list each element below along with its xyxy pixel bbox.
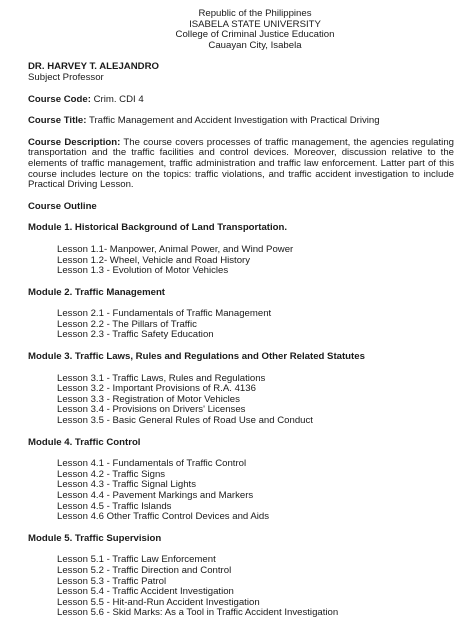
lesson-list — [28, 555, 462, 619]
lesson-item: Lesson 5.4 - Traffic Accident Investigation — [57, 586, 234, 598]
module-title: Module 5. Traffic Supervision — [28, 532, 162, 544]
module-list — [28, 223, 462, 619]
lesson-item: Lesson 5.6 - Skid Marks: As a Tool in Traffic Accident Investigation — [57, 607, 339, 619]
document-header — [28, 9, 462, 51]
module-title: Module 4. Traffic Control — [28, 436, 141, 448]
lesson-item: Lesson 4.3 - Traffic Signal Lights — [57, 479, 197, 491]
lesson-item: Lesson 5.1 - Traffic Law Enforcement — [57, 554, 216, 566]
lesson-list — [28, 374, 462, 427]
lesson-list — [28, 459, 462, 523]
lesson-list — [28, 245, 462, 277]
course-code-value: Crim. CDI 4 — [93, 93, 144, 105]
lesson-item: Lesson 1.3 - Evolution of Motor Vehicles — [57, 265, 229, 277]
lesson-item: Lesson 5.5 - Hit-and-Run Accident Investigation — [57, 596, 260, 608]
lesson-item: Lesson 3.2 - Important Provisions of R.A. 4136 — [57, 383, 256, 395]
lesson-item: Lesson 5.3 - Traffic Patrol — [57, 575, 167, 587]
lesson-item: Lesson 2.1 - Fundamentals of Traffic Management — [57, 308, 272, 320]
lesson-item: Lesson 4.4 - Pavement Markings and Markers — [57, 490, 254, 501]
lesson-item: Lesson 3.3 - Registration of Motor Vehicles — [57, 393, 240, 405]
module-title: Module 2. Traffic Management — [28, 286, 166, 298]
lesson-item: Lesson 1.1- Manpower, Animal Power, and Wind Power — [57, 243, 294, 255]
course-outline-heading: Course Outline — [28, 200, 97, 212]
course-title — [28, 116, 462, 127]
lesson-item: Lesson 2.3 - Traffic Safety Education — [57, 329, 214, 341]
lesson-item: Lesson 3.4 - Provisions on Drivers' Licenses — [57, 404, 246, 416]
lesson-item: Lesson 3.5 - Basic General Rules of Road Use and Conduct — [57, 415, 313, 427]
header-location: Cauayan City, Isabela — [208, 39, 302, 51]
course-description — [28, 138, 462, 191]
lesson-list — [28, 309, 462, 341]
header-university: ISABELA STATE UNIVERSITY — [189, 18, 321, 30]
lesson-item: Lesson 1.2- Wheel, Vehicle and Road History — [57, 254, 251, 266]
course-description-text: The course covers processes of traffic management, the agencies regulating transportation and the traffic facilities and control devices. Moreover, discussion relative to the elements of traffic management, traffic administration and traffic law enforcement. Latter part of this course includes lecture on the topics: traffic violations, and traffic accident investigation to include Practical Driving Lesson. — [28, 136, 454, 191]
course-description-label: Course Description: — [28, 136, 121, 148]
header-country: Republic of the Philippines — [198, 8, 312, 19]
lesson-item: Lesson 5.2 - Traffic Direction and Control — [57, 564, 232, 576]
lesson-item: Lesson 2.2 - The Pillars of Traffic — [57, 318, 197, 330]
lesson-item: Lesson 4.5 - Traffic Islands — [57, 500, 172, 512]
lesson-item: Lesson 3.1 - Traffic Laws, Rules and Regulations — [57, 372, 266, 384]
author-role: Subject Professor — [28, 71, 104, 83]
course-code-label: Course Code: — [28, 93, 91, 105]
course-title-value: Traffic Management and Accident Investigation with Practical Driving — [88, 115, 380, 127]
header-college: College of Criminal Justice Education — [175, 29, 335, 41]
module-title: Module 1. Historical Background of Land Transportation. — [28, 222, 288, 234]
lesson-item: Lesson 4.2 - Traffic Signs — [57, 468, 166, 480]
author-block — [28, 62, 462, 83]
course-title-label: Course Title: — [28, 115, 87, 127]
lesson-item: Lesson 4.1 - Fundamentals of Traffic Control — [57, 458, 247, 470]
author-name: DR. HARVEY T. ALEJANDRO — [28, 61, 159, 73]
module-title: Module 3. Traffic Laws, Rules and Regulations and Other Related Statutes — [28, 351, 365, 363]
lesson-item: Lesson 4.6 Other Traffic Control Devices and Aids — [57, 511, 270, 523]
course-code — [28, 95, 462, 106]
